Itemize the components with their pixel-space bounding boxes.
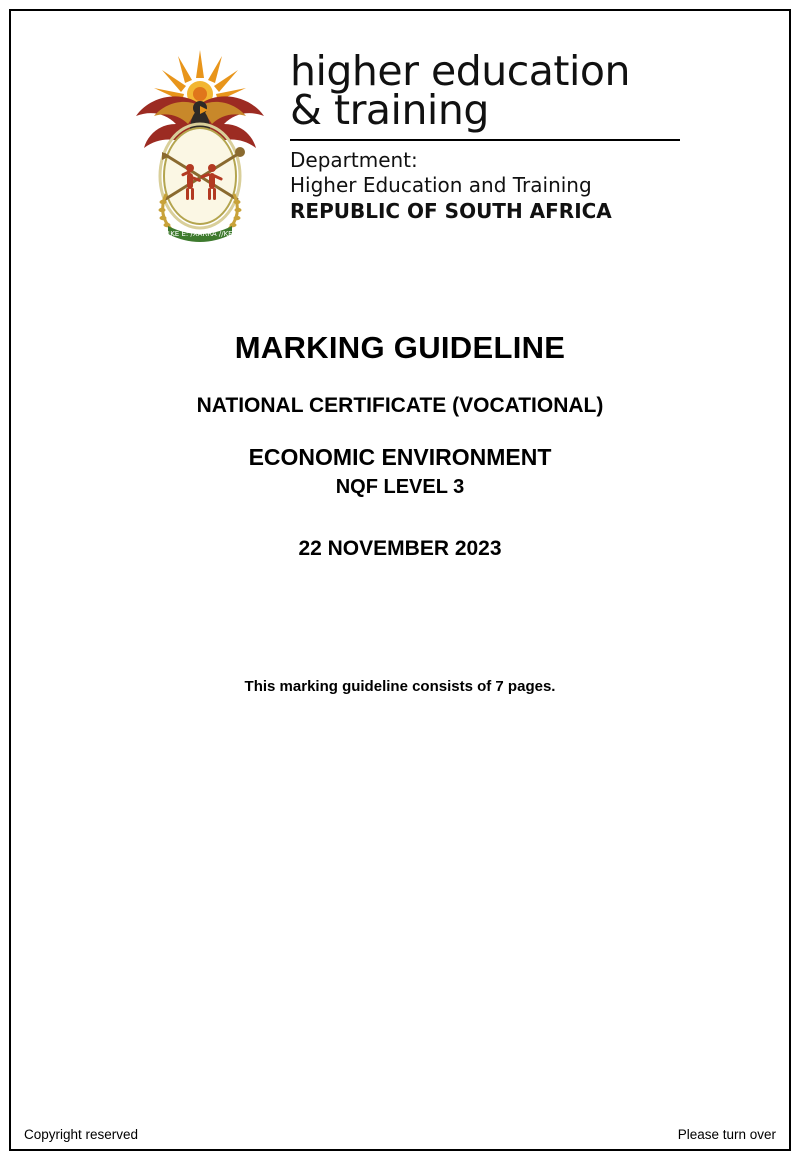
turn-over-text: Please turn over bbox=[677, 1127, 776, 1142]
nqf-level: NQF LEVEL 3 bbox=[335, 476, 465, 498]
svg-text:!KE E: /XARRA //KE: !KE E: /XARRA //KE bbox=[167, 230, 233, 238]
brand-line-2: & training bbox=[290, 85, 489, 134]
document-header bbox=[0, 44, 800, 244]
pages-note: This marking guideline consists of 7 pages. bbox=[244, 678, 556, 695]
department-name: Higher Education and Training bbox=[290, 173, 592, 198]
certificate-line: NATIONAL CERTIFICATE (VOCATIONAL) bbox=[196, 394, 604, 417]
department-wordmark bbox=[290, 44, 680, 225]
exam-date: 22 NOVEMBER 2023 bbox=[298, 537, 502, 560]
department-details bbox=[290, 148, 680, 225]
department-label: Department: bbox=[290, 147, 418, 172]
copyright-text: Copyright reserved bbox=[24, 1127, 139, 1142]
title-block bbox=[0, 330, 800, 561]
south-africa-coat-of-arms-icon bbox=[120, 44, 280, 244]
department-country: REPUBLIC OF SOUTH AFRICA bbox=[290, 199, 612, 224]
brand-line-1: higher education bbox=[290, 47, 630, 95]
page-title: MARKING GUIDELINE bbox=[234, 330, 566, 365]
wordmark-divider bbox=[290, 139, 680, 141]
brand-title bbox=[290, 47, 680, 134]
subject-title: ECONOMIC ENVIRONMENT bbox=[248, 444, 552, 470]
page-footer bbox=[24, 1127, 776, 1142]
